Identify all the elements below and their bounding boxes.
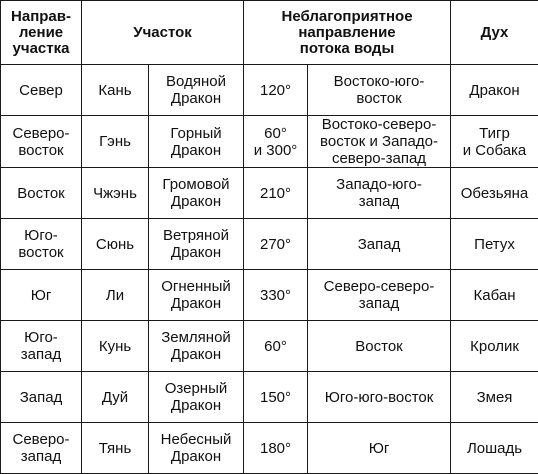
cell-degrees: 150° [244, 372, 308, 423]
cell-spirit: Змея [451, 372, 538, 423]
table-row [1, 372, 538, 423]
cell-degrees: 180° [244, 423, 308, 474]
cell-trigram: Дуй [82, 372, 149, 423]
table-header [1, 1, 538, 65]
cell-dragon: Ветряной Дракон [149, 219, 244, 270]
cell-flow: Восток [308, 321, 451, 372]
cell-direction: Северо- восток [1, 116, 82, 168]
table-row [1, 270, 538, 321]
cell-flow: Востоко-юго- восток [308, 65, 451, 116]
cell-dragon: Земляной Дракон [149, 321, 244, 372]
cell-trigram: Тянь [82, 423, 149, 474]
cell-degrees: 270° [244, 219, 308, 270]
cell-spirit: Тигр и Собака [451, 116, 538, 168]
cell-trigram: Сюнь [82, 219, 149, 270]
cell-flow: Востоко-северо- восток и Западо- северо-запад [308, 116, 451, 168]
header-direction: Направ- ление участка [1, 1, 82, 65]
table-row [1, 65, 538, 116]
table-row [1, 423, 538, 474]
cell-direction: Север [1, 65, 82, 116]
cell-spirit: Дракон [451, 65, 538, 116]
cell-trigram: Кунь [82, 321, 149, 372]
table-row [1, 168, 538, 219]
cell-spirit: Обезьяна [451, 168, 538, 219]
cell-direction: Северо- запад [1, 423, 82, 474]
header-row [1, 1, 538, 65]
cell-flow: Западо-юго- запад [308, 168, 451, 219]
cell-direction: Юго- восток [1, 219, 82, 270]
cell-flow: Запад [308, 219, 451, 270]
cell-spirit: Кролик [451, 321, 538, 372]
header-sector: Участок [82, 1, 244, 65]
cell-degrees: 60° и 300° [244, 116, 308, 168]
cell-degrees: 330° [244, 270, 308, 321]
cell-dragon: Озерный Дракон [149, 372, 244, 423]
cell-dragon: Водяной Дракон [149, 65, 244, 116]
cell-spirit: Петух [451, 219, 538, 270]
header-water-flow: Неблагоприятное направление потока воды [244, 1, 451, 65]
cell-dragon: Громовой Дракон [149, 168, 244, 219]
table-body [1, 65, 538, 474]
cell-spirit: Лошадь [451, 423, 538, 474]
cell-dragon: Горный Дракон [149, 116, 244, 168]
cell-degrees: 210° [244, 168, 308, 219]
cell-degrees: 120° [244, 65, 308, 116]
cell-direction: Восток [1, 168, 82, 219]
cell-trigram: Гэнь [82, 116, 149, 168]
cell-flow: Юг [308, 423, 451, 474]
cell-trigram: Чжэнь [82, 168, 149, 219]
cell-spirit: Кабан [451, 270, 538, 321]
table-row [1, 116, 538, 168]
cell-dragon: Огненный Дракон [149, 270, 244, 321]
table-row [1, 321, 538, 372]
cell-trigram: Ли [82, 270, 149, 321]
cell-flow: Юго-юго-восток [308, 372, 451, 423]
cell-degrees: 60° [244, 321, 308, 372]
cell-trigram: Кань [82, 65, 149, 116]
table-row [1, 219, 538, 270]
cell-direction: Запад [1, 372, 82, 423]
cell-direction: Юго- запад [1, 321, 82, 372]
cell-direction: Юг [1, 270, 82, 321]
cell-dragon: Небесный Дракон [149, 423, 244, 474]
header-spirit: Дух [451, 1, 538, 65]
cell-flow: Северо-северо- запад [308, 270, 451, 321]
